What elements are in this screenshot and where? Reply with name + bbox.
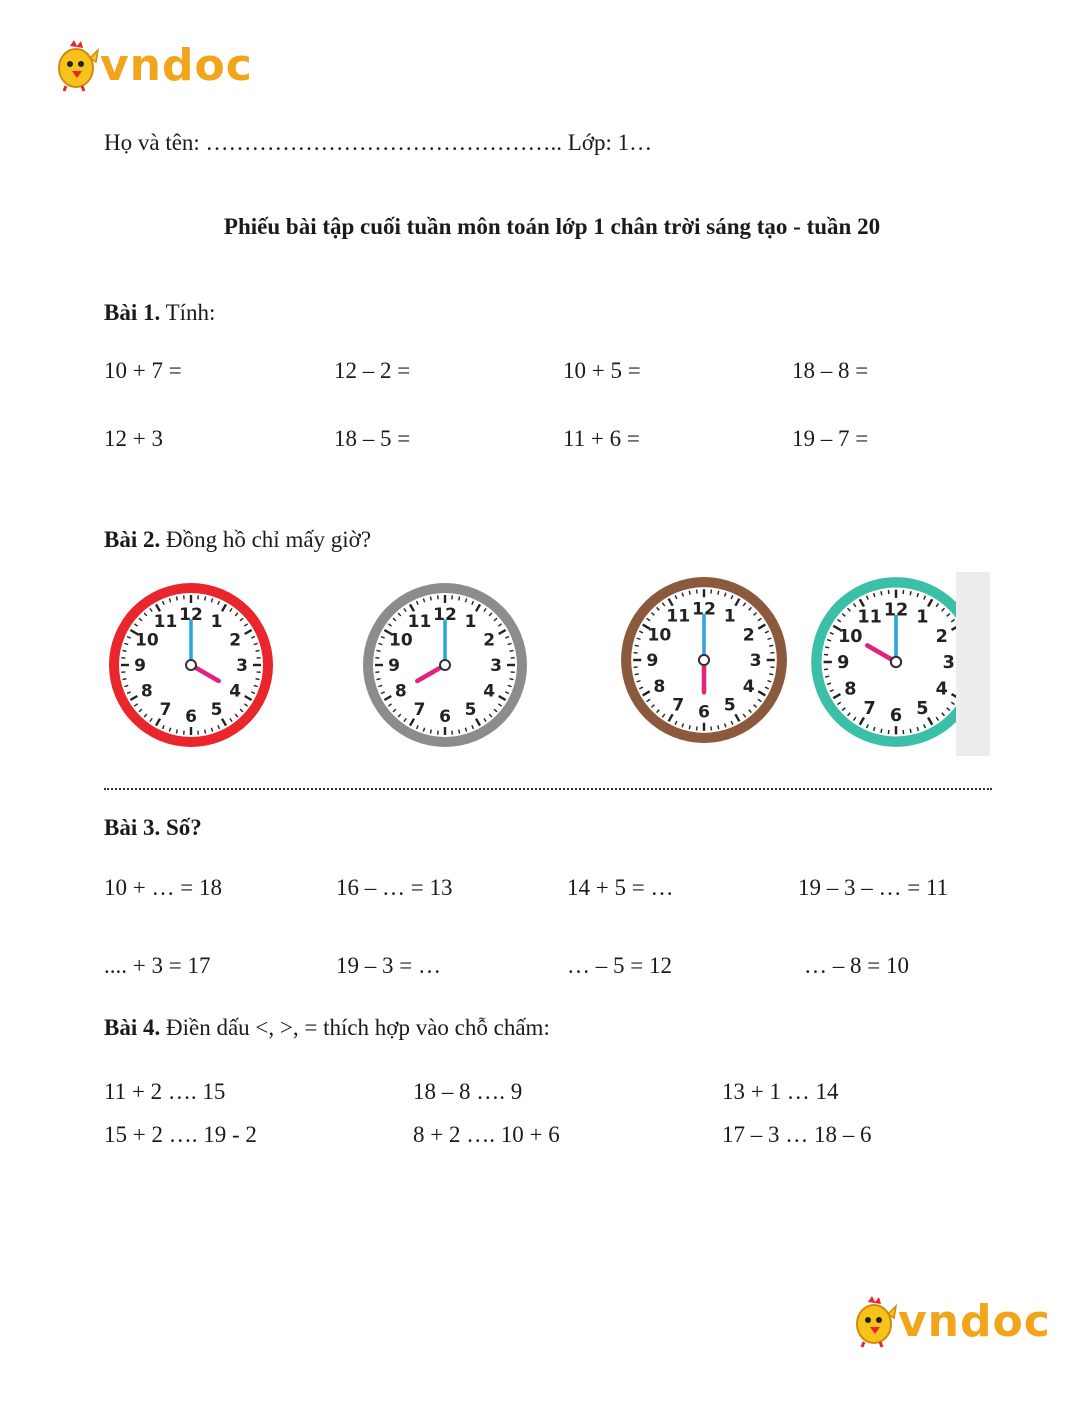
clock-tick: [910, 591, 911, 595]
ex3-item: 19 – 3 = …: [336, 953, 441, 978]
ex3-item: 19 – 3 – … = 11: [798, 875, 949, 900]
ex4-item: 17 – 3 … 18 – 6: [722, 1122, 872, 1147]
clock-number: 8: [394, 681, 407, 702]
ex3-item: … – 8 = 10: [804, 953, 909, 978]
clock-number: 3: [942, 653, 955, 674]
clock-number: 10: [647, 625, 672, 646]
clock-number: 11: [153, 611, 178, 632]
clock-number: 6: [185, 707, 197, 727]
clock-tick: [635, 674, 639, 675]
clock-number: 4: [935, 679, 948, 700]
clock-number: 9: [388, 656, 400, 676]
clock-pivot: [440, 660, 450, 670]
clock-tick: [205, 730, 206, 734]
ex4-label: Bài 4.: [104, 1015, 161, 1040]
clock-number: 10: [838, 626, 863, 647]
clock-number: 9: [134, 656, 146, 676]
ex1-label: Bài 1.: [104, 300, 161, 325]
clock-number: 5: [210, 700, 223, 721]
clock-face-icon: [104, 578, 278, 752]
clock-number: 10: [388, 630, 413, 651]
clock-tick: [256, 650, 260, 651]
clock-tick: [377, 679, 381, 680]
clock-number: 10: [134, 630, 159, 651]
clock-number: 1: [210, 611, 223, 632]
clock-number: 6: [698, 702, 710, 723]
ex3-item: 16 – … = 13: [336, 875, 453, 900]
clock-tick: [769, 674, 773, 675]
clock-tick: [718, 591, 719, 595]
clock-tick: [377, 650, 381, 651]
ex1-item: 19 – 7 =: [792, 426, 869, 451]
chick-mascot-icon: [52, 40, 100, 92]
clock-1: [104, 578, 278, 757]
ex1-item: 12 – 2 =: [334, 358, 411, 383]
ex3-item: .... + 3 = 17: [104, 953, 211, 978]
clock-tick: [825, 676, 829, 677]
clock-pivot: [699, 655, 709, 665]
chick-mascot-icon: [850, 1296, 898, 1348]
ex4-item: 8 + 2 …. 10 + 6: [413, 1122, 560, 1147]
clock-number: 3: [236, 656, 248, 676]
clock-tick: [910, 729, 911, 733]
clock-tick: [205, 597, 206, 601]
clock-number: 7: [159, 700, 172, 721]
vndoc-logo-top: [52, 40, 253, 92]
clock-number: 12: [179, 605, 203, 625]
clock-number: 4: [742, 676, 755, 697]
clock-tick: [825, 647, 829, 648]
clock-tick: [176, 597, 177, 601]
clock-tick: [635, 645, 639, 646]
ex4-item: 11 + 2 …. 15: [104, 1079, 226, 1104]
ex4-item: 18 – 8 …. 9: [413, 1079, 523, 1104]
ex2-label: Bài 2.: [104, 527, 161, 552]
clock-3: [616, 572, 792, 753]
clock-number: 11: [666, 606, 691, 627]
ex1-text: Tính:: [160, 300, 216, 325]
clock-number: 4: [483, 681, 496, 702]
clock-face-icon: [358, 578, 532, 752]
clock-number: 9: [837, 653, 850, 674]
clock-number: 2: [742, 625, 755, 646]
clock-number: 7: [863, 698, 876, 719]
clock-2: [358, 578, 532, 757]
ex4-item: 13 + 1 … 14: [722, 1079, 839, 1104]
brand-name: vndoc: [898, 1296, 1051, 1347]
clock-tick: [718, 725, 719, 729]
clock-pivot: [891, 657, 901, 667]
clock-face-icon: [616, 572, 792, 748]
ex3-item: 10 + … = 18: [104, 875, 222, 900]
clock-number: 2: [229, 630, 242, 651]
brand-name: vndoc: [100, 40, 253, 91]
student-name-line: Họ và tên: ……………………………………….. Lớp: 1…: [104, 130, 653, 155]
clock-number: 2: [935, 626, 948, 647]
ex3-item: 14 + 5 = …: [567, 875, 674, 900]
clock-tick: [881, 591, 882, 595]
clock-tick: [123, 650, 127, 651]
clock-tick: [881, 729, 882, 733]
clock-number: 5: [916, 698, 929, 719]
clock-number: 1: [723, 606, 736, 627]
ex1-heading: [104, 300, 215, 326]
clock-number: 11: [857, 607, 882, 628]
clock-number: 2: [483, 630, 496, 651]
clock-pivot: [186, 660, 196, 670]
clock-number: 4: [229, 681, 242, 702]
clock-tick: [430, 597, 431, 601]
page-title: Phiếu bài tập cuối tuần môn toán lớp 1 chân trời sáng tạo - tuần 20: [223, 214, 881, 239]
clock-tick: [689, 591, 690, 595]
ex2-text: Đồng hồ chỉ mấy giờ?: [160, 527, 372, 552]
ex3-item: … – 5 = 12: [567, 953, 672, 978]
ex1-item: 10 + 7 =: [104, 358, 182, 383]
clock-number: 5: [723, 695, 736, 716]
clock-tick: [176, 730, 177, 734]
ex1-item: 11 + 6 =: [563, 426, 640, 451]
clock-tick: [510, 679, 514, 680]
clock-number: 8: [653, 676, 666, 697]
ex1-item: 18 – 8 =: [792, 358, 869, 383]
clock-number: 12: [883, 600, 909, 621]
clock-number: 1: [916, 607, 929, 628]
clock-number: 1: [464, 611, 477, 632]
clock-4-shadow: [956, 572, 990, 756]
clock-tick: [769, 645, 773, 646]
clock-number: 8: [140, 681, 153, 702]
ex3-heading: Bài 3. Số?: [104, 815, 202, 840]
clock-number: 3: [490, 656, 502, 676]
answer-dotted-line: [104, 788, 992, 790]
ex2-heading: [104, 527, 371, 553]
clock-tick: [689, 725, 690, 729]
clock-number: 8: [844, 679, 857, 700]
clock-number: 9: [646, 651, 659, 672]
clock-number: 3: [749, 651, 762, 672]
clock-number: 7: [672, 695, 685, 716]
clock-tick: [123, 679, 127, 680]
ex1-item: 10 + 5 =: [563, 358, 641, 383]
clock-tick: [256, 679, 260, 680]
clock-number: 11: [407, 611, 432, 632]
ex1-item: 12 + 3: [104, 426, 163, 451]
ex1-item: 18 – 5 =: [334, 426, 411, 451]
clock-tick: [459, 730, 460, 734]
clock-number: 12: [692, 599, 716, 620]
clock-tick: [510, 650, 514, 651]
ex4-heading: [104, 1015, 550, 1041]
clock-number: 5: [464, 700, 477, 721]
clock-number: 12: [433, 605, 457, 625]
ex4-text: Điền dấu <, >, = thích hợp vào chỗ chấm:: [160, 1015, 550, 1040]
clock-number: 6: [439, 707, 451, 727]
vndoc-logo-bottom: [850, 1296, 1051, 1348]
clock-tick: [459, 597, 460, 601]
clock-tick: [430, 730, 431, 734]
clock-number: 7: [413, 700, 426, 721]
ex4-item: 15 + 2 …. 19 - 2: [104, 1122, 257, 1147]
clock-number: 6: [889, 705, 903, 726]
